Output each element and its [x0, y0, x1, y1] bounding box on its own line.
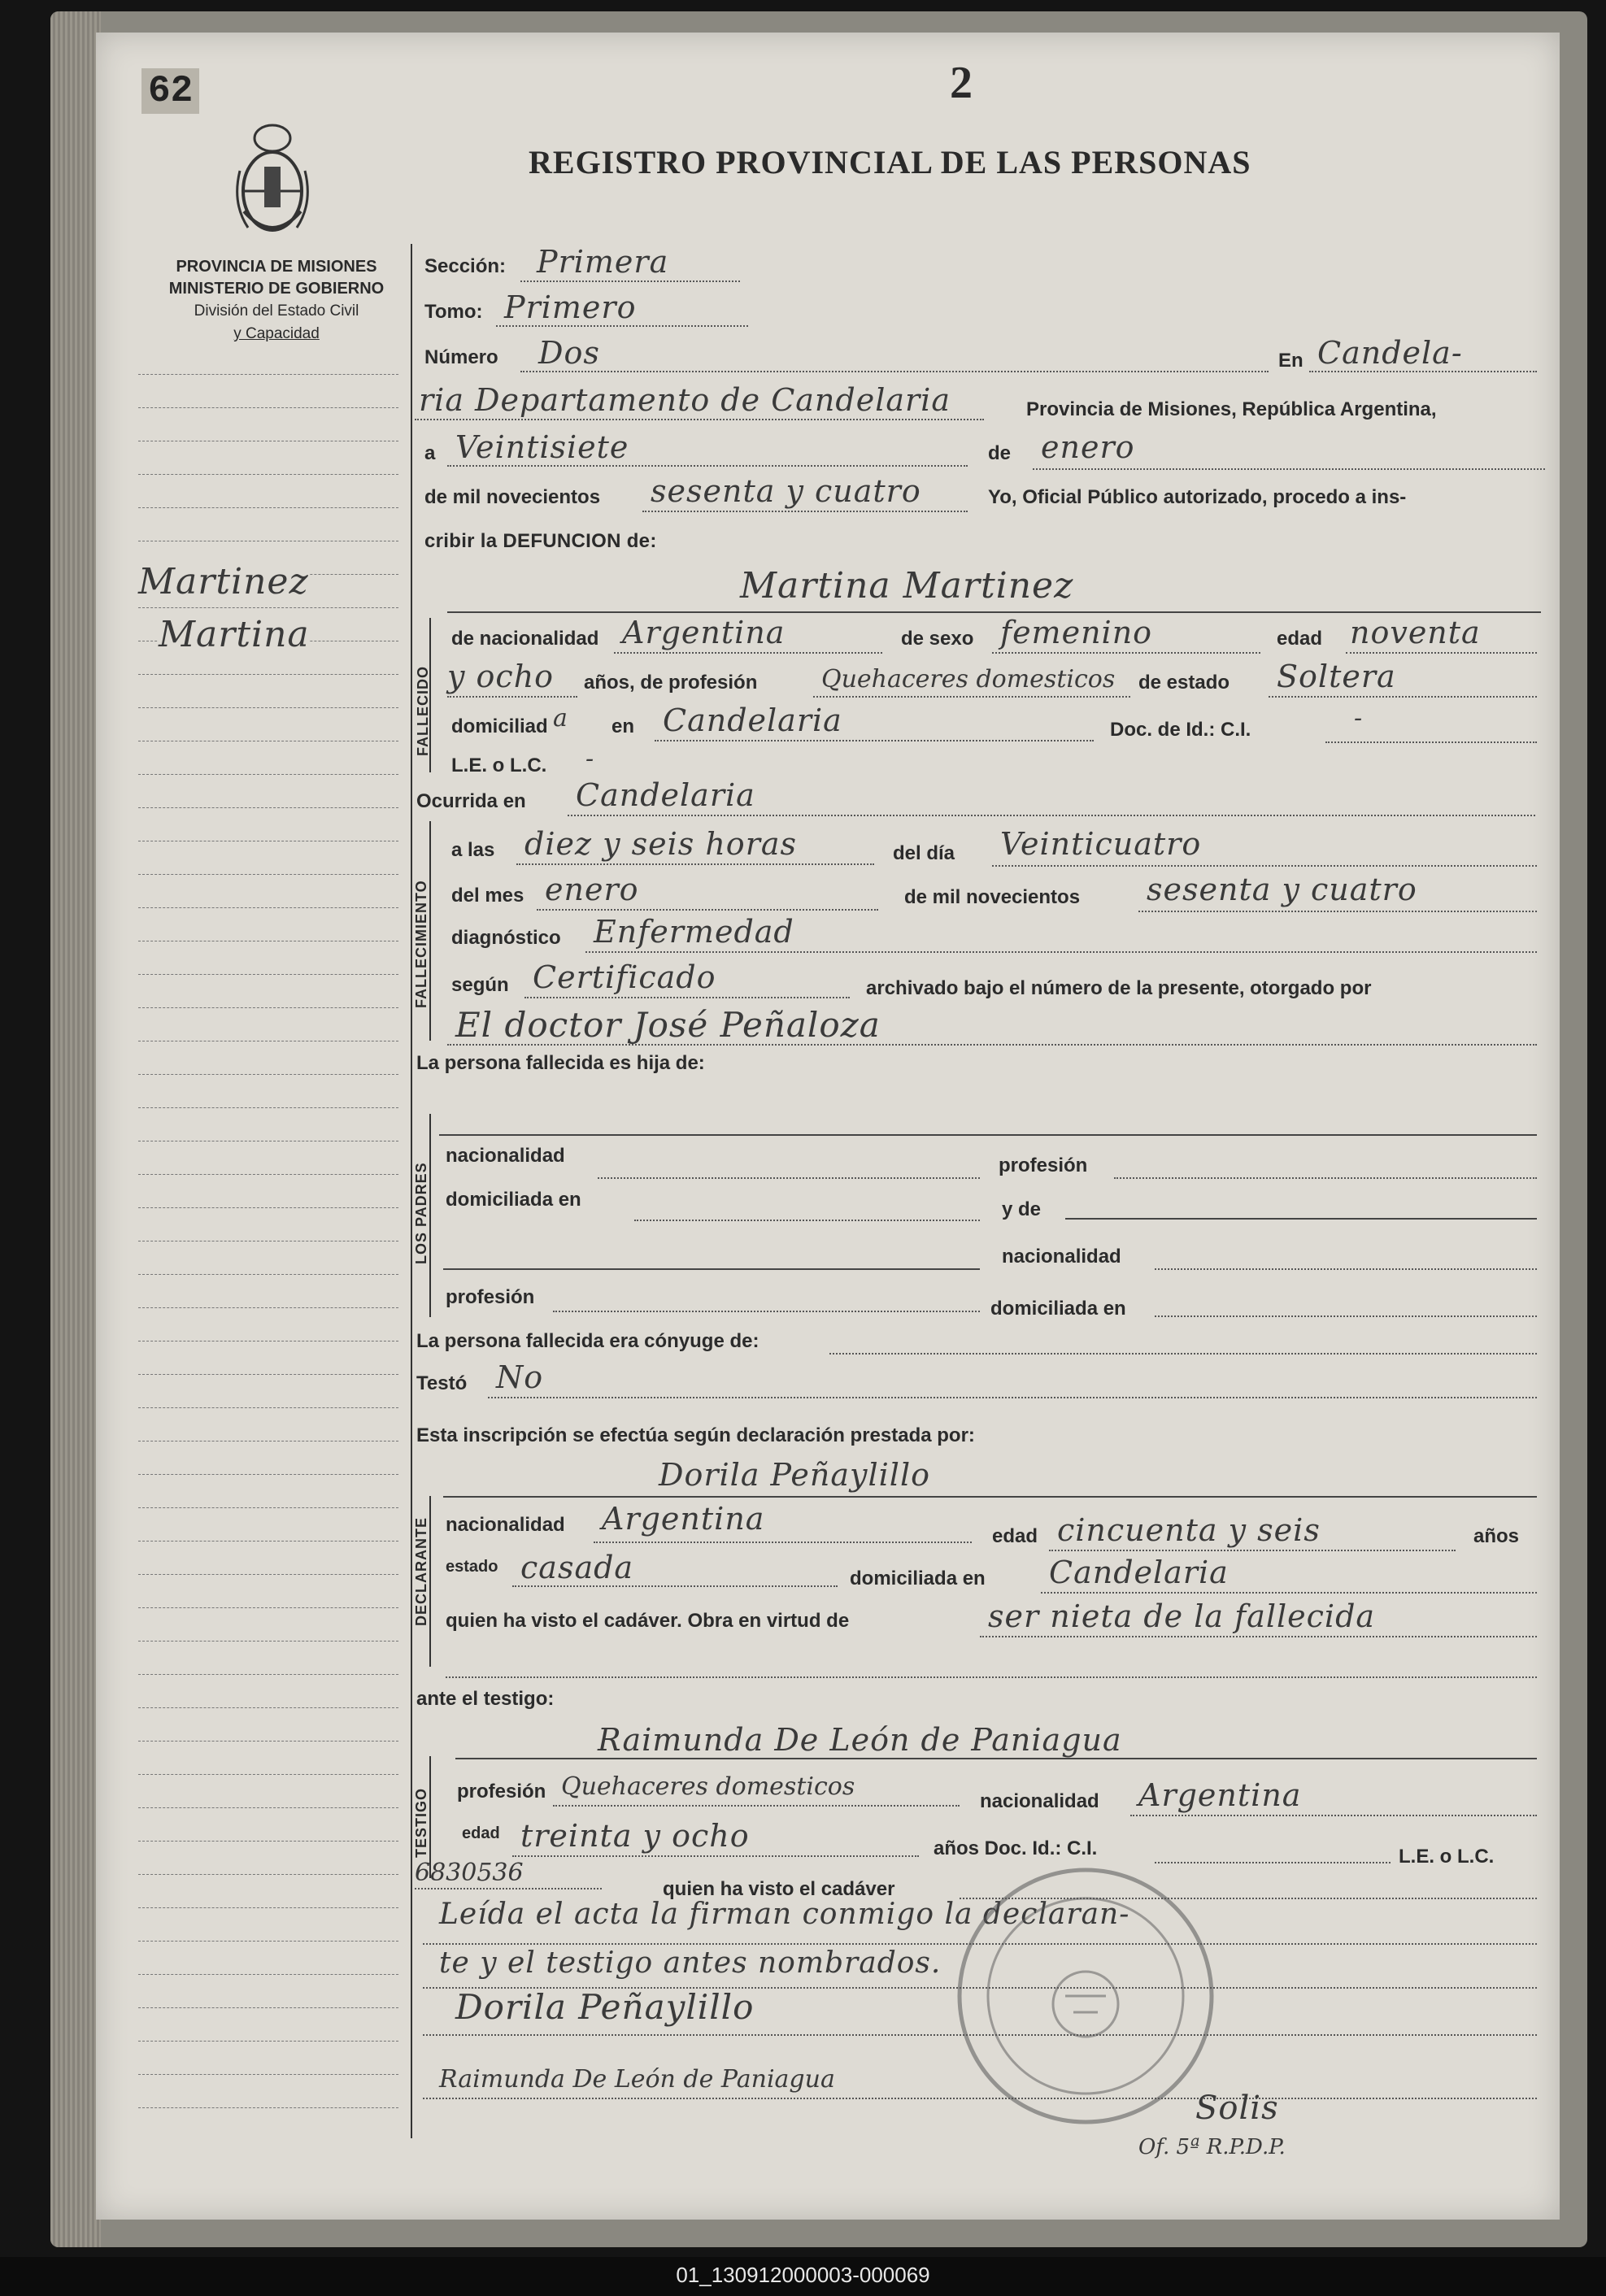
del-dia-label: del día: [893, 842, 955, 864]
en-domicilio-label: en: [611, 715, 635, 737]
dia-value: Veintisiete: [455, 429, 629, 465]
folio-number: 2: [950, 58, 973, 108]
decl-nacionalidad-value: Argentina: [602, 1501, 765, 1537]
testigo-nacionalidad-label: nacionalidad: [980, 1790, 1099, 1812]
capacity-label: y Capacidad: [233, 325, 320, 342]
ante-testigo-label: ante el testigo:: [416, 1688, 555, 1710]
de-label: de: [988, 442, 1012, 464]
decl-domicilio-value: Candelaria: [1049, 1555, 1229, 1590]
decl-nacionalidad-label: nacionalidad: [446, 1514, 565, 1536]
a-las-label: a las: [451, 839, 495, 861]
hija-de-label: La persona fallecida es hija de:: [416, 1052, 705, 1074]
firma-oficial: Solis: [1195, 2089, 1279, 2127]
padres-side-label: LOS PADRES: [413, 1162, 429, 1264]
madre-domicilio-label: domiciliada en: [990, 1298, 1126, 1320]
tomo-label: Tomo:: [424, 301, 483, 323]
ocurrida-value: Candelaria: [576, 777, 755, 813]
segun-value: Certificado: [533, 959, 716, 995]
coat-of-arms-icon: [228, 122, 317, 244]
testigo-side-label: TESTIGO: [413, 1787, 429, 1858]
decl-estado-label: estado: [446, 1558, 498, 1576]
quien-visto-2-label: quien ha visto el cadáver: [663, 1878, 895, 1900]
padre-domicilio-label: domiciliada en: [446, 1189, 581, 1211]
testigo-edad-value: treinta y ocho: [520, 1818, 750, 1854]
declarante-nombre: Dorila Peñaylillo: [659, 1457, 930, 1493]
margin-note-surname: Martinez: [138, 561, 309, 602]
cierre-linea-1: Leída el acta la firman conmigo la declaran-: [439, 1898, 1130, 1931]
tomo-value: Primero: [504, 289, 637, 325]
page-number: 62: [141, 68, 199, 114]
edad-value: noventa: [1350, 615, 1481, 650]
en-label: En: [1278, 350, 1304, 372]
cierre-linea-2: te y el testigo antes nombrados.: [439, 1946, 942, 1980]
anio-fall-value: sesenta y cuatro: [1147, 872, 1417, 907]
lugar-value: ria Departamento de Candelaria: [419, 382, 951, 418]
edad-value-cont: y ocho: [447, 659, 555, 694]
decl-estado-value: casada: [520, 1550, 634, 1585]
otorgado-value: El doctor José Peñaloza: [455, 1005, 881, 1045]
doc-mark: -: [1354, 704, 1364, 733]
le-mark: -: [585, 745, 595, 773]
numero-value: Dos: [538, 335, 600, 371]
decl-virtud-value: ser nieta de la fallecida: [988, 1598, 1376, 1634]
mes-value: enero: [1041, 429, 1135, 465]
estado-value: Soltera: [1277, 659, 1396, 694]
firma-declarante: Dorila Peñaylillo: [455, 1987, 755, 2027]
le-label: L.E. o L.C.: [451, 754, 547, 776]
doc-label: Doc. de Id.: C.I.: [1110, 719, 1251, 741]
testigo-nombre: Raimunda De León de Paniagua: [598, 1722, 1122, 1758]
domiciliad-suffix: a: [553, 704, 568, 733]
diagnostico-label: diagnóstico: [451, 927, 561, 949]
a-label: a: [424, 442, 436, 464]
dia-fall-value: Veinticuatro: [1000, 826, 1202, 862]
fallecido-side-label: FALLECIDO: [415, 666, 431, 756]
padre-profesion-label: profesión: [999, 1155, 1088, 1176]
testo-value: No: [496, 1359, 544, 1395]
domiciliad-label: domiciliad: [451, 715, 548, 737]
image-id-label: 01_130912000003-000069: [676, 2263, 930, 2287]
book-spine: [50, 11, 101, 2247]
seccion-label: Sección:: [424, 255, 507, 277]
de-mil-fall-label: de mil novecientos: [904, 886, 1081, 908]
sexo-label: de sexo: [901, 628, 974, 650]
diagnostico-value: Enfermedad: [594, 914, 794, 950]
division-label: División del Estado Civil: [194, 302, 359, 320]
nacionalidad-label: de nacionalidad: [451, 628, 599, 650]
profesion-value: Quehaceres domesticos: [821, 665, 1116, 694]
profesion-label: años, de profesión: [584, 672, 758, 694]
madre-profesion-label: profesión: [446, 1286, 535, 1308]
mes-fall-value: enero: [545, 872, 639, 907]
archivado-label: archivado bajo el número de la presente, otorgado por: [866, 977, 1372, 999]
madre-nacionalidad-label: nacionalidad: [1002, 1246, 1121, 1268]
ocurrida-label: Ocurrida en: [416, 790, 526, 812]
sexo-value: femenino: [1000, 615, 1153, 650]
fallecido-nombre: Martina Martinez: [740, 565, 1074, 607]
numero-label: Número: [424, 346, 498, 368]
decl-edad-label: edad: [992, 1525, 1038, 1547]
nacionalidad-value: Argentina: [622, 615, 786, 650]
seccion-value: Primera: [537, 244, 669, 280]
segun-label: según: [451, 974, 509, 996]
padre-nacionalidad-label: nacionalidad: [446, 1145, 565, 1167]
official-stamp-icon: [951, 1862, 1220, 2130]
testigo-nacionalidad-value: Argentina: [1138, 1777, 1302, 1813]
edad-label: edad: [1277, 628, 1323, 650]
ministry-label: MINISTERIO DE GOBIERNO: [168, 280, 385, 298]
quien-visto-label: quien ha visto el cadáver. Obra en virtud de: [446, 1610, 850, 1632]
firma-cargo: Of. 5ª R.P.D.P.: [1138, 2135, 1286, 2159]
inscripcion-label: Esta inscripción se efectúa según declaración prestada por:: [416, 1424, 975, 1446]
y-de-label: y de: [1002, 1198, 1042, 1220]
provincia-label: Provincia de Misiones, República Argentina,: [1026, 398, 1437, 420]
province-label: PROVINCIA DE MISIONES: [176, 258, 377, 276]
estado-label: de estado: [1138, 672, 1230, 694]
del-mes-label: del mes: [451, 885, 524, 907]
decl-edad-value: cincuenta y seis: [1057, 1512, 1321, 1548]
anio-value: sesenta y cuatro: [651, 473, 921, 509]
testigo-doc-value: 6830536: [415, 1859, 524, 1887]
testigo-profesion-label: profesión: [457, 1781, 546, 1802]
cribir-label: cribir la DEFUNCION de:: [424, 530, 657, 552]
margin-note-name: Martina: [159, 614, 310, 655]
testigo-le-label: L.E. o L.C.: [1399, 1846, 1495, 1868]
oficial-label: Yo, Oficial Público autorizado, procedo a ins-: [988, 486, 1407, 508]
hora-value: diez y seis horas: [524, 826, 798, 862]
declarante-side-label: DECLARANTE: [413, 1517, 429, 1626]
anos-label: años: [1473, 1525, 1520, 1547]
domicilio-value: Candelaria: [663, 702, 842, 738]
column-divider: [411, 244, 412, 2138]
page-title: REGISTRO PROVINCIAL DE LAS PERSONAS: [529, 144, 1251, 180]
testigo-profesion-value: Quehaceres domesticos: [561, 1772, 855, 1801]
testo-label: Testó: [416, 1372, 468, 1394]
fallecimiento-side-label: FALLECIMIENTO: [413, 880, 429, 1008]
decl-domicilio-label: domiciliada en: [850, 1568, 986, 1589]
testigo-edad-label: edad: [462, 1824, 500, 1842]
en-value: Candela-: [1317, 335, 1463, 371]
conyuge-label: La persona fallecida era cónyuge de:: [416, 1330, 759, 1352]
testigo-doc-label: años Doc. Id.: C.I.: [934, 1837, 1098, 1859]
de-mil-label: de mil novecientos: [424, 486, 601, 508]
firma-testigo: Raimunda De León de Paniagua: [439, 2065, 835, 2094]
